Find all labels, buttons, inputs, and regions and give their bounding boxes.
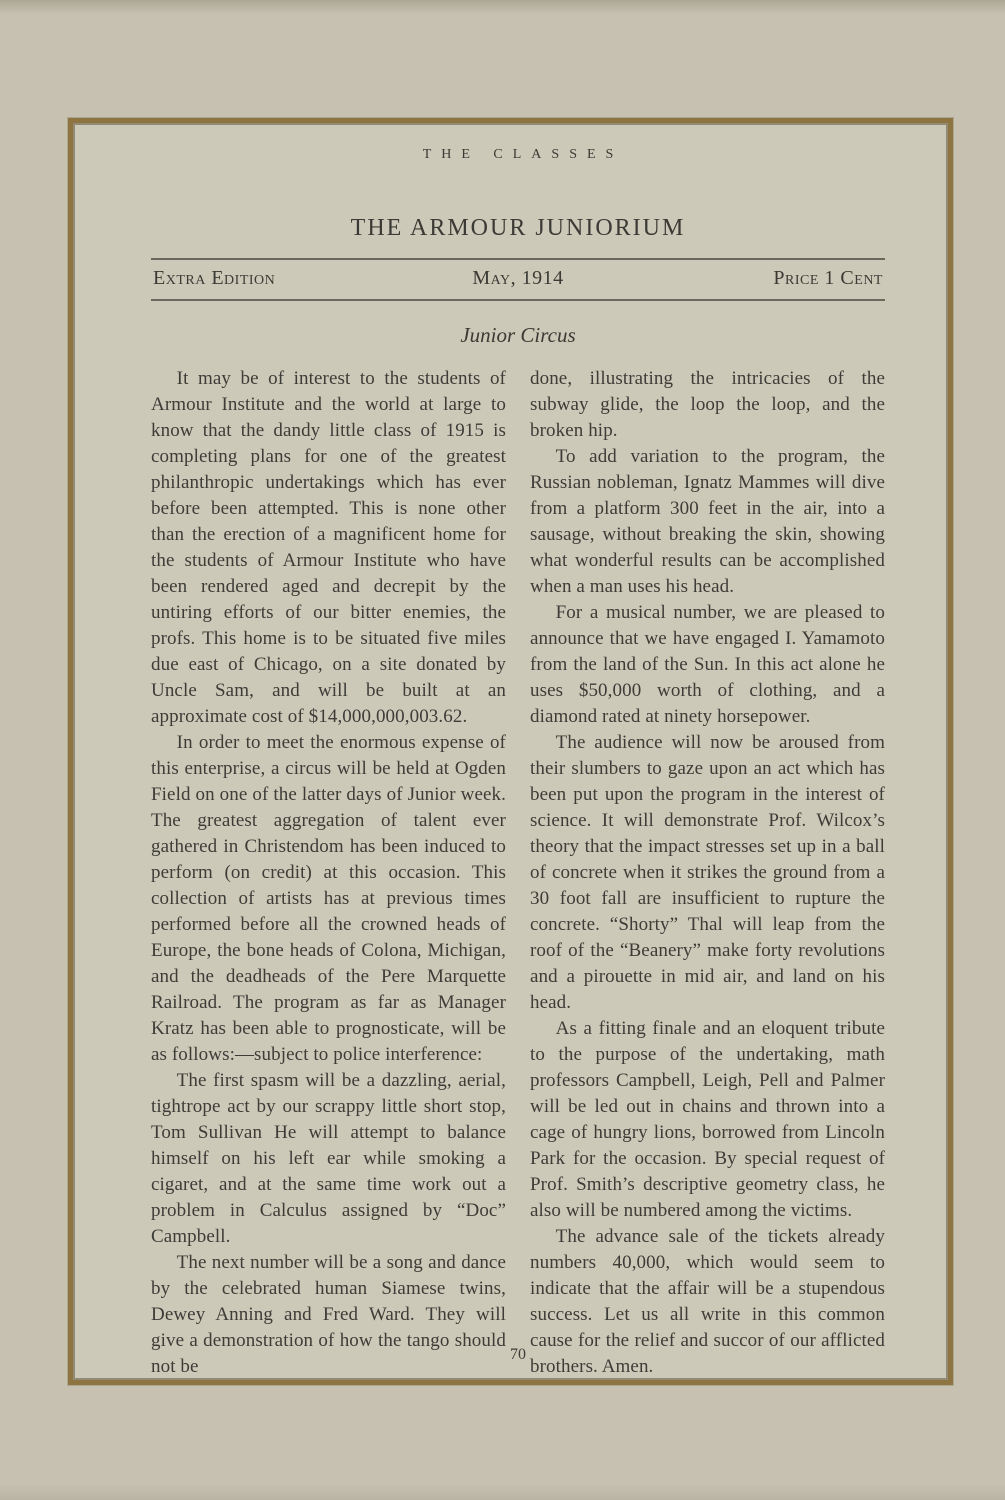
masthead-edition: Extra Edition	[153, 267, 276, 290]
masthead-rule-bottom	[151, 299, 885, 301]
article-columns	[151, 366, 885, 1380]
article-paragraph: The next number will be a song and dance by the celebrated human Siamese twins, Dewey Anning and Fred Ward. They will give a demonstration of how the tango should not be	[151, 1251, 506, 1377]
article-paragraph: The advance sale of the tickets already numbers 40,000, which would seem to indicate that the affair will be a stupendous success. Let us all write in this common cause for the relief and succor of our afflicted brothers. Amen.	[530, 1225, 885, 1377]
masthead-price: Price 1 Cent	[773, 267, 883, 290]
article-paragraph: The audience will now be aroused from their slumbers to gaze upon an act which has been put upon the program in the interest of science. It will demonstrate Prof. Wilcox’s theory that the impact stresses set up in a ball of concrete when it strikes the ground from a 30 foot fall are insufficient to rupture the concrete. “Shorty” Thal will leap from the roof of the “Beanery” make forty revolutions and a pirouette in mid air, and land on his head.	[530, 731, 885, 1013]
article-paragraph: The first spasm will be a dazzling, aerial, tightrope act by our scrappy little short stop, Tom Sullivan He will attempt to balance himself on his left ear while smoking a cigaret, and at the same time work out a problem in Calculus assigned by “Doc” Campbell.	[151, 1069, 506, 1247]
scan-shadow-top	[0, 0, 1005, 14]
masthead-date: May, 1914	[472, 267, 564, 290]
article-paragraph: For a musical number, we are pleased to announce that we have engaged I. Yamamoto from the land of the Sun. In this act alone he uses $50,000 worth of clothing, and a diamond rated at ninety horsepower.	[530, 601, 885, 727]
article-title: Junior Circus	[460, 323, 576, 348]
article-paragraph: As a fitting finale and an eloquent tribute to the purpose of the undertaking, math professors Campbell, Leigh, Pell and Palmer will be led out in chains and thrown into a cage of hungry lions, borrowed from Lincoln Park for the occasion. By special request of Prof. Smith’s descriptive geometry class, he also will be numbered among the victims.	[530, 1017, 885, 1221]
article-paragraph: done, illustrating the intricacies of the subway glide, the loop the loop, and the broken hip.	[530, 367, 885, 441]
masthead-row	[151, 260, 885, 299]
page-number: 70	[510, 1346, 526, 1363]
article-paragraph: To add variation to the program, the Russian nobleman, Ignatz Mammes will dive from a platform 300 feet in the air, into a sausage, without breaking the skin, showing what wonderful results can be accomplished when a man uses his head.	[530, 445, 885, 597]
page-content	[151, 123, 885, 1380]
masthead-title: THE ARMOUR JUNIORIUM	[350, 215, 686, 241]
scan-shadow-bottom	[0, 1484, 1005, 1500]
gilt-page-frame	[68, 118, 953, 1385]
article-paragraph: It may be of interest to the students of Armour Institute and the world at large to know that the dandy little class of 1915 is completing plans for one of the greatest philanthropic undertakings which has ever before been attempted. This is none other than the erection of a magnificent home for the students of Armour Institute who have been rendered aged and decrepit by the untiring efforts of our bitter enemies, the profs. This home is to be situated five miles due east of Chicago, on a site donated by Uncle Sam, and will be built at an approximate cost of $14,000,000,003.62.	[151, 367, 506, 727]
column-right	[530, 366, 885, 1380]
column-left	[151, 366, 506, 1380]
section-header: THE CLASSES	[422, 147, 624, 162]
article-paragraph: In order to meet the enormous expense of this enterprise, a circus will be held at Ogden Field on one of the latter days of Junior week. The greatest aggregation of talent ever gathered in Christendom has been induced to perform (on credit) at this occasion. This collection of artists has at previous times performed before all the crowned heads of Europe, the bone heads of Colona, Michigan, and the deadheads of the Pere Marquette Railroad. The program as far as Manager Kratz has been able to prognosticate, will be as follows:—subject to police interference:	[151, 731, 506, 1065]
